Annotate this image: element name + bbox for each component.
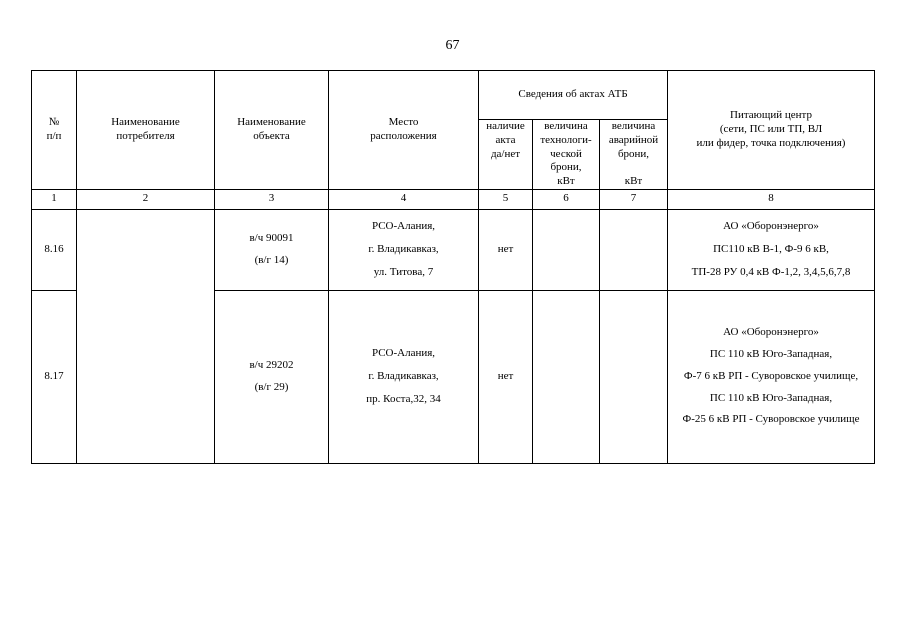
emergency-reserve-cell: [600, 209, 668, 290]
tech-reserve-cell: [533, 209, 600, 290]
table-row: [32, 209, 875, 290]
header-location: Место расположения: [329, 71, 479, 190]
column-number: 4: [329, 189, 479, 209]
page-number: 67: [445, 38, 460, 53]
presence-cell: нет: [479, 209, 533, 290]
object-cell: в/ч 90091 (в/г 14): [215, 209, 329, 290]
header-object: Наименование объекта: [215, 71, 329, 190]
atb-table: [31, 70, 875, 464]
header-emergency-reserve: величина аварийной брони, кВт: [600, 120, 668, 190]
column-number: 5: [479, 189, 533, 209]
object-cell: в/ч 29202 (в/г 29): [215, 290, 329, 463]
header-supply-center: Питающий центр (сети, ПС или ТП, ВЛ или фидер, точка подключения): [668, 71, 875, 190]
supply-cell: АО «Оборонэнерго» ПС 110 кВ Юго-Западная, Ф-7 6 кВ РП - Суворовское училище, ПС 110 кВ Юго-Западная, Ф-25 6 кВ РП - Суворовское училище: [668, 290, 875, 463]
column-number: 1: [32, 189, 77, 209]
location-cell: РСО-Алания, г. Владикавказ, ул. Титова, 7: [329, 209, 479, 290]
row-num: 8.17: [32, 290, 77, 463]
header-presence: наличие акта да/нет: [479, 120, 533, 190]
presence-cell: нет: [479, 290, 533, 463]
column-number: 3: [215, 189, 329, 209]
header-num: № п/п: [32, 71, 77, 190]
supply-cell: АО «Оборонэнерго» ПС110 кВ В-1, Ф-9 6 кВ, ТП-28 РУ 0,4 кВ Ф-1,2, 3,4,5,6,7,8: [668, 209, 875, 290]
emergency-reserve-cell: [600, 290, 668, 463]
header-tech-reserve: величина технологи- ческой брони, кВт: [533, 120, 600, 190]
consumer-cell: [77, 209, 215, 463]
location-cell: РСО-Алания, г. Владикавказ, пр. Коста,32, 34: [329, 290, 479, 463]
header-row-1: [32, 71, 875, 120]
column-number-row: [32, 189, 875, 209]
column-number: 7: [600, 189, 668, 209]
tech-reserve-cell: [533, 290, 600, 463]
row-num: 8.16: [32, 209, 77, 290]
header-consumer: Наименование потребителя: [77, 71, 215, 190]
header-atb-group: Сведения об актах АТБ: [479, 71, 668, 120]
column-number: 2: [77, 189, 215, 209]
column-number: 6: [533, 189, 600, 209]
column-number: 8: [668, 189, 875, 209]
